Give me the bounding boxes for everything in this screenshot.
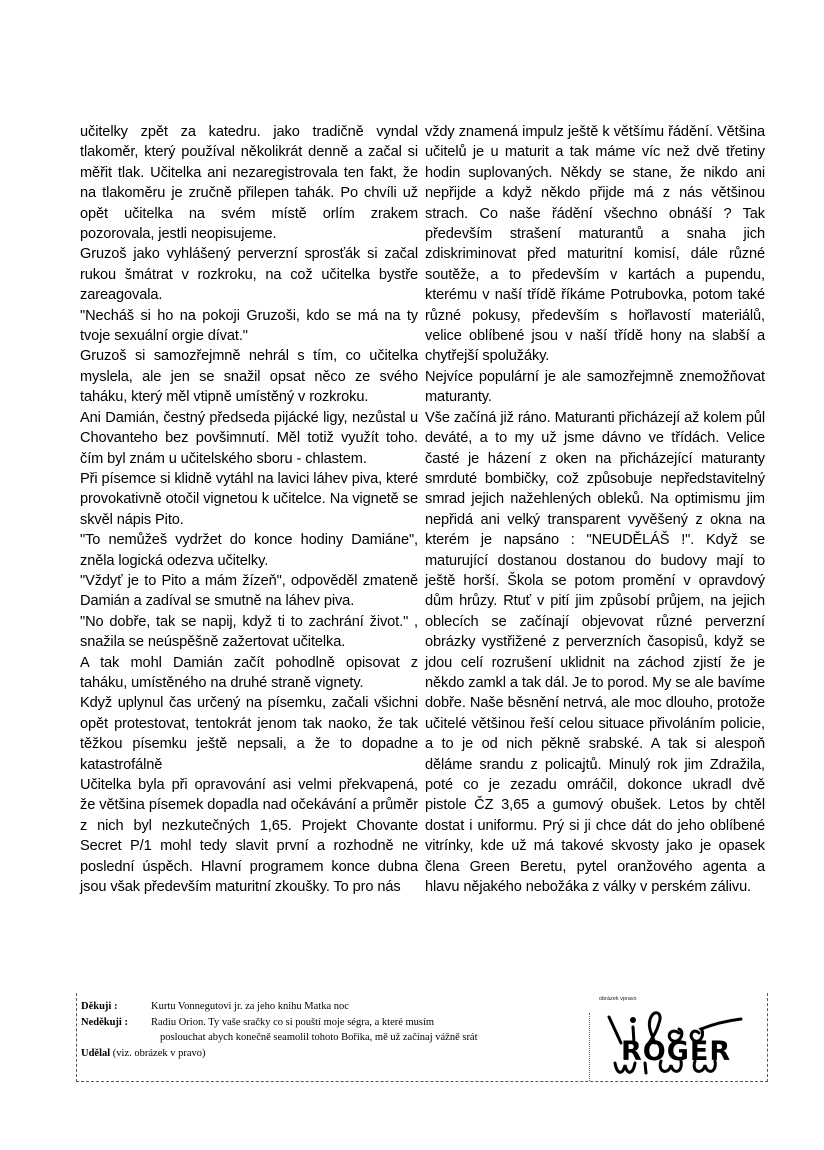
- roger-logo: [595, 993, 765, 1079]
- paragraph: Ani Damián, čestný předseda pijácké ligy, nezůstal u Chovanteho bez povšimnutí. Měl totiž využít toho. čím byl znám u učitelského sboru - chlastem.: [80, 409, 418, 467]
- no-thanks-label: Neděkuji :: [81, 1016, 128, 1028]
- footer-box: [76, 993, 768, 1082]
- paragraph: "Necháš si ho na pokoji Gruzoši, kdo se má na ty tvoje sexuální orgie dívat.": [80, 307, 418, 345]
- footer-divider: [589, 1013, 590, 1081]
- paragraph: Gruzoš jako vyhlášený perverzní sprosťák si začal rukou šmátrat v rozkroku, na což učitelka bystře zareagovala.: [80, 246, 418, 304]
- roger-doodle-icon: [601, 1003, 761, 1079]
- paragraph: Když uplynul čas určený na písemku, začali všichni opět protestovat, tentokrát jenom tak naoko, že tak těžkou písemku ještě nepsali, a že to dopadne katastrofálně: [80, 695, 418, 773]
- paragraph: Nejvíce populární je ale samozřejmně znemožňovat maturanty.: [425, 368, 765, 406]
- logo-word: ROGER: [621, 1036, 732, 1067]
- thanks-row: [81, 999, 591, 1015]
- made-label: Udělal: [81, 1047, 111, 1059]
- paragraph: Vše začíná již ráno. Maturanti přicházejí až kolem půl deváté, a to my už jsme dávno ve třídách. Velice časté je házení z oken na přicházející maturanty smrduté bombičky, což způsobuje nepředstavitelný smrad jejich nažehlených obleků. Na optimismu jim nepřidá ani velký transparent vyvěšený z okna na kterém je napsáno : "NEUDĚLÁŠ !". Když se maturující dostanou dostanou do budovy mají to ještě horší. Škola se potom promění v opravdový dům hrůzy. Rtuť v pití jim způsobí průjem, na jejich oblecích se začínají objevovat různé perverzní obrázky vystřižené z perverzních časopisů, když se jdou celí rozrušení uklidnit na záchod zjistí že je někdo zamkl a tak dál. Je to porod. My se ale bavíme dobře. Naše běsnění netrvá, ale moc dlouho, protože učitelé většinou řeší celou situace přivoláním policie, a to je od nich pěkně srabské. A tak si alespoň děláme srandu z policajtů. Minulý rok jim Zdražila, poté co je zezadu omráčil, dokonce ukradl dvě pistole ČZ 3,65 a gumový obušek. Letos by chtěl dostat i uniformu. Prý si ji chce dát do jeho oblíbené vitrínky, kde už má takové skvosty jako je opasek člena Green Beretu, pytel oranžového agenta a hlavu nějakého nebožáka z války v perském zálivu.: [425, 409, 765, 896]
- paragraph: Učitelka byla při opravování asi velmi překvapená, že většina písemek dopadla nad očekávání a průměr z nich byl nezkutečných 1,65. Projekt Chovante Secret P/1 mohl tedy slavit první a rozhodně ne poslední úspěch. Hlavní programem konce dubna jsou však především maturitní zkoušky. To pro nás: [80, 777, 418, 896]
- paragraph: učitelky zpět za katedru. jako tradičně vyndal tlakoměr, který používal několikrát denně a začal si měřit tlak. Učitelka ani nezaregistrovala ten fakt, že na tlakoměru je zručně přilepen tahák. Po chvíli už opět učitelka na svém místě orlím zrakem pozorovala, jestli neopisujeme.: [80, 124, 418, 243]
- thanks-text: Kurtu Vonnegutovi jr. za jeho knihu Matka noc: [151, 1001, 349, 1012]
- paragraph: "To nemůžeš vydržet do konce hodiny Damiáne", zněla logická odezva učitelky.: [80, 532, 418, 569]
- made-row: [81, 1046, 591, 1062]
- paragraph: Gruzoš si samozřejmně nehrál s tím, co učitelka myslela, ale jen se snažil opsat něco ze svého taháku, který měl vtipně umístěný v rozkroku.: [80, 348, 418, 406]
- no-thanks-row-continued: [81, 1030, 591, 1046]
- no-thanks-text: Radiu Orion. Ty vaše sračky co si pouští moje ségra, a které musím: [151, 1016, 435, 1028]
- paragraph: Při písemce si klidně vytáhl na lavici láhev piva, které provokativně otočil vignetou k učitelce. Na vignetě se skvěl nápis Pito.: [80, 470, 418, 528]
- logo-caption: obrázek vpravo: [599, 996, 637, 1002]
- acknowledgements: [81, 999, 591, 1061]
- paragraph: vždy znamená impulz ještě k většímu řádění. Většina učitelů je u maturit a tak máme víc než dvě třetiny hodin suplovaných. Někdy se stane, že nikdo ani nepřijde a když někdo přijde má z nás většinou strach. Co naše řádění všechno obnáší ? Tak především strašení maturantů a snaha jich zdiskriminovat před maturitní komisí, dále různé soutěže, a to především v kartách a pupendu, kterému v naší třídě říkáme Potrubovka, potom také různé pokusy, především s hořlavostí materiálů, velice oblíbené jsou v naší třídě hony na slabší a chytřejší spolužáky.: [425, 124, 765, 365]
- right-column: [425, 122, 765, 897]
- no-thanks-row: [81, 1015, 591, 1031]
- paragraph: A tak mohl Damián začít pohodlně opisovat z taháku, umístěného na druhé straně vignety.: [80, 654, 418, 691]
- no-thanks-text-continued: poslouchat abych konečně seamolil tohoto Bořika, mě už začínaj vážně srát: [160, 1032, 478, 1043]
- paragraph: "Vždyť je to Pito a mám žízeň", odpověděl zmateně Damián a zadíval se smutně na láhev piva.: [80, 572, 418, 610]
- left-column: [80, 122, 418, 897]
- made-text: (viz. obrázek v pravo): [112, 1047, 206, 1059]
- thanks-label: Děkuji :: [81, 1001, 118, 1012]
- paragraph: "No dobře, tak se napij, když ti to zachrání život." , snažila se neúspěšně zažertovat učitelka.: [80, 613, 418, 651]
